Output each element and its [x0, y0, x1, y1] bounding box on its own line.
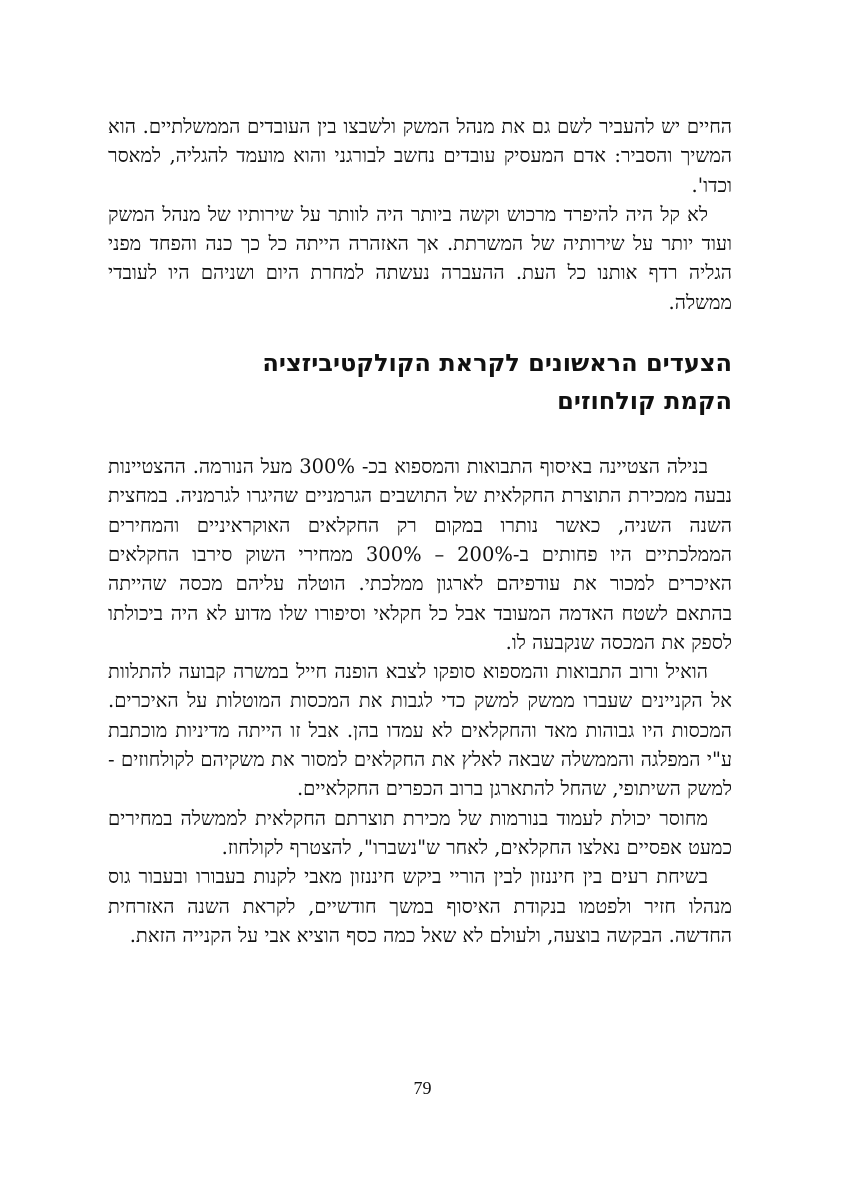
section-heading — [108, 344, 732, 420]
page-number: 79 — [413, 1078, 432, 1098]
paragraph-5: מחוסר יכולת לעמוד בנורמות של מכירת תוצרתם החקלאית לממשלה במחירים כמעט אפסיים נאלצו החקלאים, לאחר ש"נשברו", להצטרף לקולחוז. — [108, 806, 732, 859]
book-page — [108, 112, 732, 950]
paragraph-1: החיים יש להעביר לשם גם את מנהל המשק ולשבצו בין העובדים הממשלתיים. הוא המשיך והסביר: אדם המעסיק עובדים נחשב לבורגני והוא מועמד להגליה, למאסר וכדו'. — [108, 115, 732, 197]
section-title: הצעדים הראשונים לקראת הקולקטיביזציה — [262, 349, 732, 378]
paragraph-6: בשיחת רעים בין חיננזון לבין הוריי ביקש חיננזון מאבי לקנות בעבורו ובעבור גוס מנהלו חזיר ולפטמו בנקודת האיסוף במשך חודשיים, לקראת השנה האזרחית החדשה. הבקשה בוצעה, ולעולם לא שאל כמה כסף הוציא אבי על הקנייה הזאת. — [108, 865, 732, 947]
paragraph-3: בנילה הצטיינה באיסוף התבואות והמספוא בכ- 300% מעל הנורמה. ההצטיינות נבעה ממכירת התוצרת החקלאית של התושבים הגרמניים שהיגרו לגרמניה. במחצית השנה השניה, כאשר נותרו במקום רק החקלאים האוקראיניים והמחירים הממלכתיים היו פחותים ב-200% – 300% ממחירי השוק סירבו החקלאים האיכרים למכור את עודפיהם לארגון ממלכתי. הוטלה עליהם מכסה שהייתה בהתאם לשטח האדמה המעובד אבל כל חקלאי וסיפורו שלו מדוע לא היה ביכולתו לספק את המכסה שנקבעה לו. — [108, 455, 732, 654]
section-subtitle: הקמת קולחוזים — [557, 387, 732, 416]
paragraph-4: הואיל ורוב התבואות והמספוא סופקו לצבא הופנה חייל במשרה קבועה להתלוות אל הקניינים שעברו ממשק למשק כדי לגבות את המכסות המוטלות על האיכרים. המכסות היו גבוהות מאד והחקלאים לא עמדו בהן. אבל זו הייתה מדיניות מוכתבת ע"י המפלגה והממשלה שבאה לאלץ את החקלאים למסור את משקיהם לקולחוזים - למשק השיתופי, שהחל להתארגן ברוב הכפרים החקלאיים. — [108, 660, 732, 801]
paragraph-2: לא קל היה להיפרד מרכוש וקשה ביותר היה לוותר על שירותיו של מנהל המשק ועוד יותר על שירותיה של המשרתת. אך האזהרה הייתה כל כך כנה והפחד מפני הגליה רדף אותנו כל העת. ההעברה נעשתה למחרת היום ושניהם היו לעובדי ממשלה. — [108, 202, 732, 314]
